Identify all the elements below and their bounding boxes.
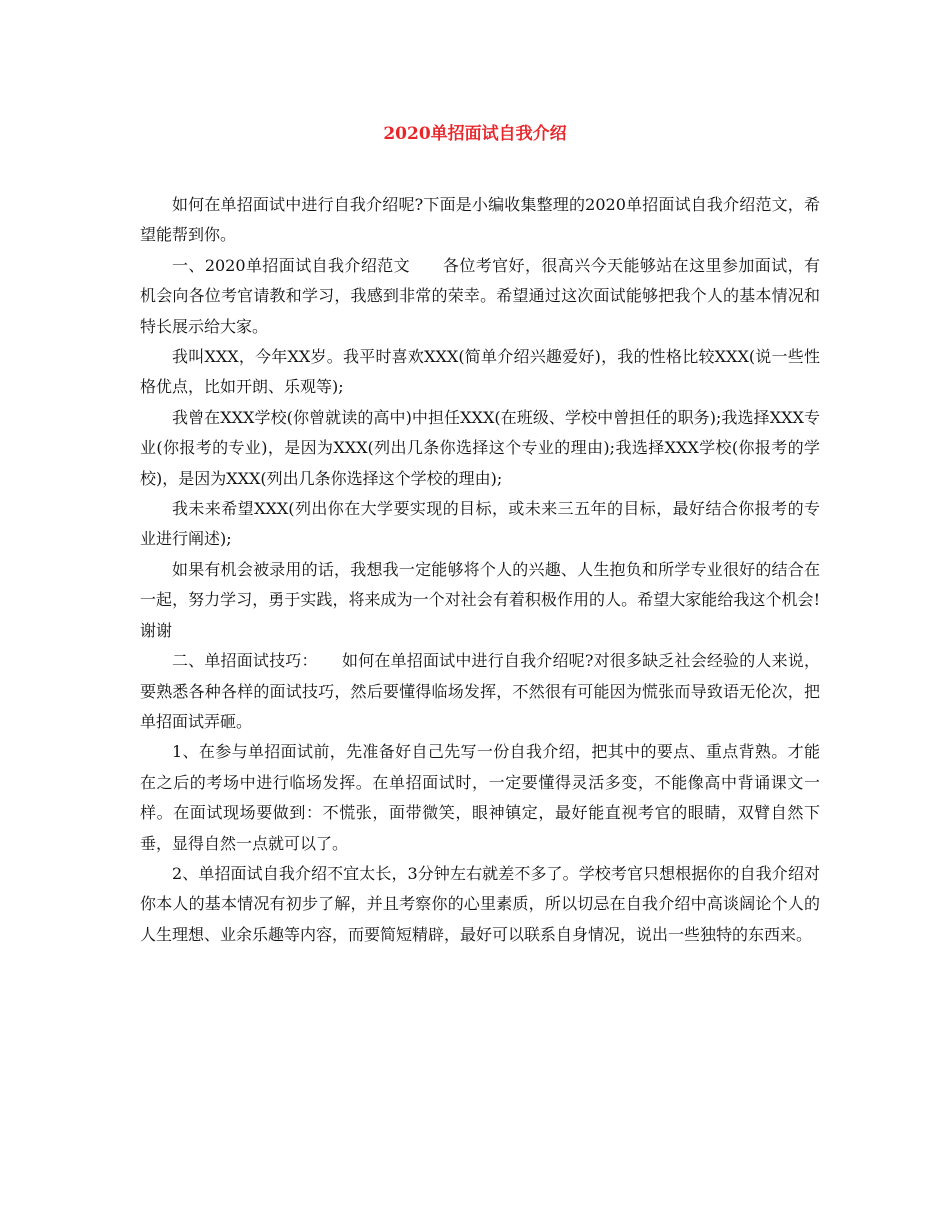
paragraph-school-major: 我曾在XXX学校(你曾就读的高中)中担任XXX(在班级、学校中曾担任的职务);我选择XXX专业(你报考的专业)，是因为XXX(列出几条你选择这个专业的理由);我选择XXX学校(你报考的学校)，是因为XXX(列出几条你选择这个学校的理由); bbox=[140, 407, 820, 488]
paragraph-intro: 如何在单招面试中进行自我介绍呢?下面是小编收集整理的2020单招面试自我介绍范文，希望能帮到你。 bbox=[140, 195, 820, 245]
document-title: 2020单招面试自我介绍 bbox=[383, 124, 567, 144]
paragraph-name-age: 我叫XXX，今年XX岁。我平时喜欢XXX(简单介绍兴趣爱好)，我的性格比较XXX(说一些性格优点，比如开朗、乐观等); bbox=[140, 347, 820, 397]
paragraph-closing: 如果有机会被录用的话，我想我一定能够将个人的兴趣、人生抱负和所学专业很好的结合在一起，努力学习，勇于实践，将来成为一个对社会有着积极作用的人。希望大家能给我这个机会!谢谢 bbox=[140, 559, 820, 640]
paragraph-sample-heading: 一、2020单招面试自我介绍范文 各位考官好，很高兴今天能够站在这里参加面试，有机会向各位考官请教和学习，我感到非常的荣幸。希望通过这次面试能够把我个人的基本情况和特长展示给大家。 bbox=[140, 255, 820, 336]
paragraph-tip-1: 1、在参与单招面试前，先准备好自己先写一份自我介绍，把其中的要点、重点背熟。才能在之后的考场中进行临场发挥。在单招面试时，一定要懂得灵活多变，不能像高中背诵课文一样。在面试现场要做到：不慌张，面带微笑，眼神镇定，最好能直视考官的眼睛，双臂自然下垂，显得自然一点就可以了。 bbox=[140, 742, 820, 853]
paragraph-tip-2: 2、单招面试自我介绍不宜太长，3分钟左右就差不多了。学校考官只想根据你的自我介绍对你本人的基本情况有初步了解，并且考察你的心里素质，所以切忌在自我介绍中高谈阔论个人的人生理想、业余乐趣等内容，而要简短精辟，最好可以联系自身情况，说出一些独特的东西来。 bbox=[140, 863, 820, 944]
document-body bbox=[140, 190, 820, 950]
paragraph-future-goals: 我未来希望XXX(列出你在大学要实现的目标，或未来三五年的目标，最好结合你报考的专业进行阐述); bbox=[140, 499, 820, 549]
paragraph-tips-heading: 二、单招面试技巧： 如何在单招面试中进行自我介绍呢?对很多缺乏社会经验的人来说，要熟悉各种各样的面试技巧，然后要懂得临场发挥，不然很有可能因为慌张而导致语无伦次，把单招面试弄砸。 bbox=[140, 651, 820, 731]
